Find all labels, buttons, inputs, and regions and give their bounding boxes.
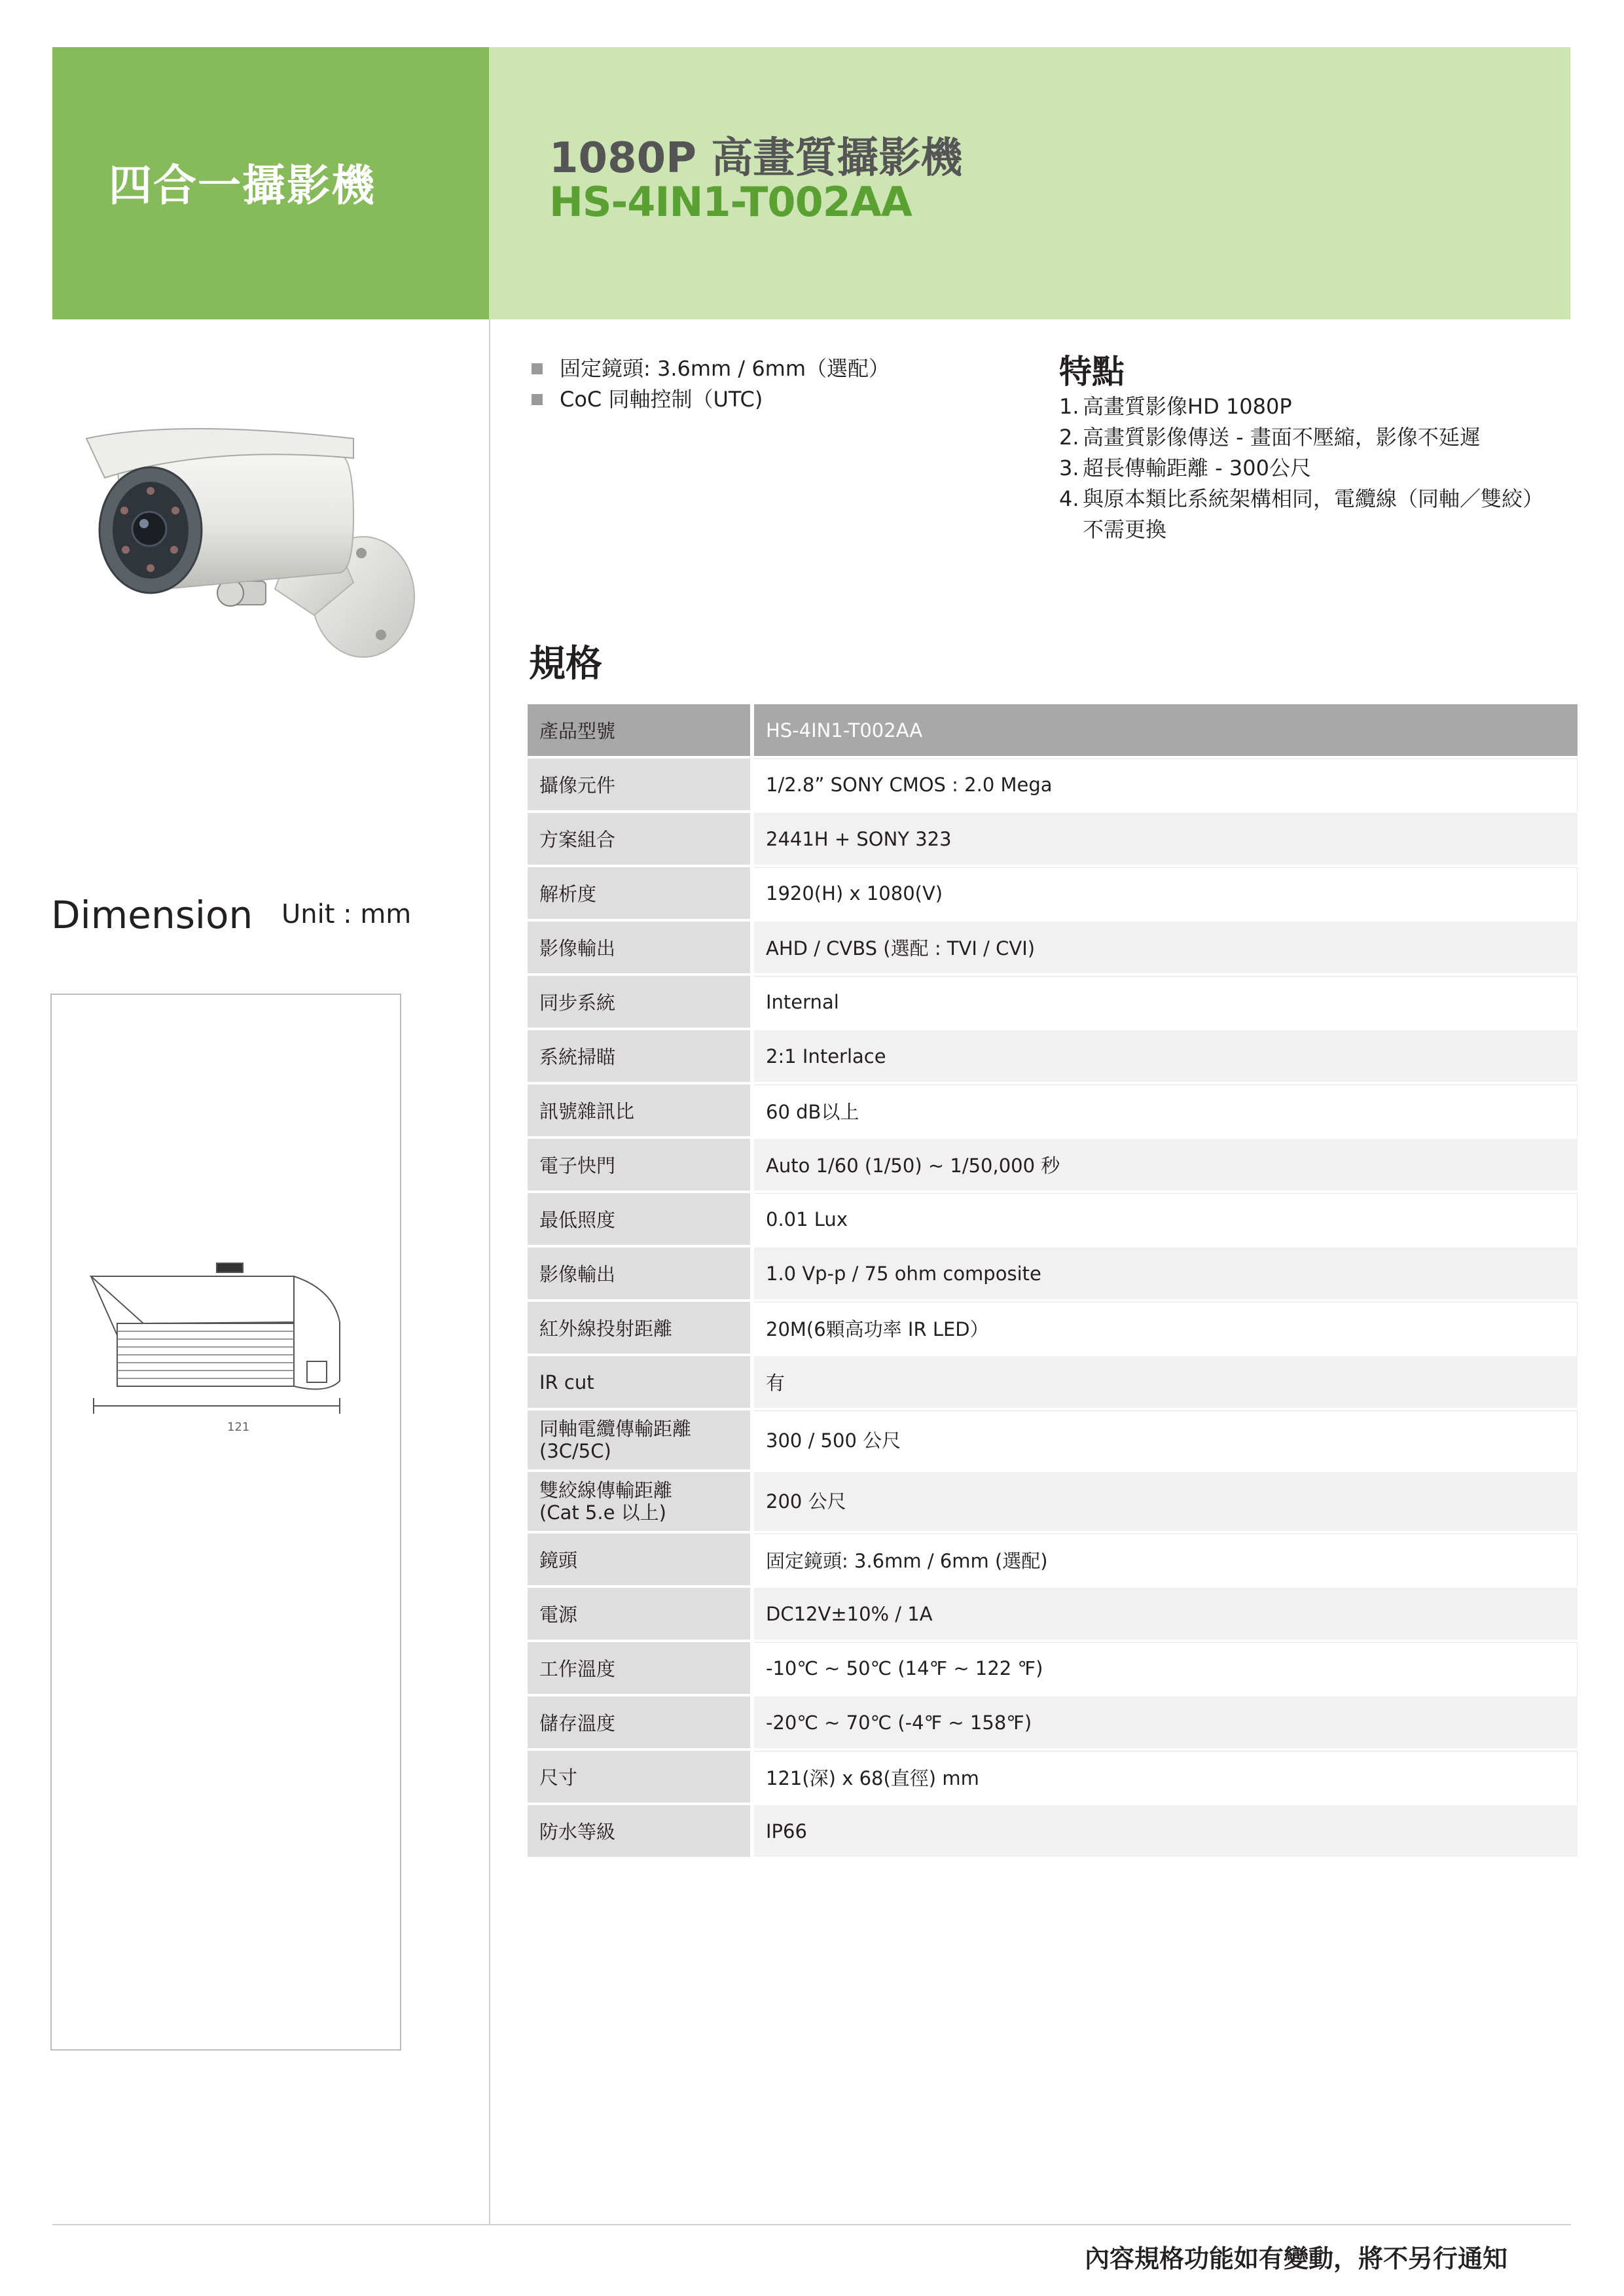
footer-note: 內容規格功能如有變動，將不另行通知 — [1084, 2244, 1507, 2273]
table-row: 電子快門 Auto 1/60 (1/50) ~ 1/50,000 秒 — [528, 1139, 1578, 1193]
table-row: 最低照度 0.01 Lux — [528, 1193, 1578, 1247]
table-row: 產品型號 HS-4IN1-T002AA — [528, 704, 1578, 759]
column-divider — [489, 319, 490, 2225]
features-title: 特點 — [1059, 353, 1125, 391]
key-specs-list — [532, 353, 890, 415]
table-row: 紅外線投射距離 20M(6顆高功率 IR LED） — [528, 1302, 1578, 1356]
specs-title: 規格 — [529, 643, 602, 685]
table-row: 方案組合 2441H + SONY 323 — [528, 813, 1578, 867]
category-title: 四合一攝影機 — [109, 160, 376, 211]
bullet-square-icon — [532, 363, 543, 374]
product-model: HS-4IN1-T002AA — [549, 178, 912, 226]
footer-divider — [52, 2224, 1571, 2225]
unit-label: Unit : mm — [281, 899, 412, 929]
product-title: 1080P 高畫質攝影機 — [549, 134, 963, 183]
dimension-drawing-box — [50, 994, 401, 2051]
features-list — [1059, 391, 1557, 545]
table-row: 系統掃瞄 2:1 Interlace — [528, 1030, 1578, 1085]
dimension-drawing — [78, 1250, 379, 1446]
table-row: 工作溫度 -10℃ ~ 50℃ (14℉ ~ 122 ℉) — [528, 1642, 1578, 1696]
table-row: 訊號雜訊比 60 dB以上 — [528, 1085, 1578, 1139]
table-row: 影像輸出 AHD / CVBS (選配 : TVI / CVI) — [528, 922, 1578, 976]
key-spec-item: CoC 同軸控制（UTC) — [532, 384, 890, 415]
specs-table — [528, 704, 1578, 1859]
feature-item: 1. 高畫質影像HD 1080P — [1059, 394, 1292, 419]
feature-item: 3. 超長傳輸距離 - 300公尺 — [1059, 456, 1311, 480]
table-row: 解析度 1920(H) x 1080(V) — [528, 867, 1578, 922]
table-row: 防水等級 IP66 — [528, 1805, 1578, 1859]
header-category-panel — [52, 47, 489, 319]
table-row: 同軸電纜傳輸距離 (3C/5C) 300 / 500 公尺 — [528, 1410, 1578, 1472]
key-spec-item: 固定鏡頭: 3.6mm / 6mm（選配） — [532, 353, 890, 384]
table-row: 尺寸 121(深) x 68(直徑) mm — [528, 1751, 1578, 1805]
table-row: 儲存溫度 -20℃ ~ 70℃ (-4℉ ~ 158℉) — [528, 1696, 1578, 1751]
table-row: 影像輸出 1.0 Vp-p / 75 ohm composite — [528, 1247, 1578, 1302]
table-row: IR cut 有 — [528, 1356, 1578, 1410]
table-row: 攝像元件 1/2.8” SONY CMOS : 2.0 Mega — [528, 759, 1578, 813]
table-row: 鏡頭 固定鏡頭: 3.6mm / 6mm (選配) — [528, 1534, 1578, 1588]
dimension-label: Dimension — [51, 893, 253, 937]
dimension-depth-value: 121 — [227, 1420, 250, 1434]
feature-item: 2. 高畫質影像傳送 - 畫面不壓縮，影像不延遲 — [1059, 425, 1481, 450]
table-row: 同步系統 Internal — [528, 976, 1578, 1030]
bullet-square-icon — [532, 394, 543, 405]
camera-photo — [79, 419, 445, 668]
table-row: 電源 DC12V±10% / 1A — [528, 1588, 1578, 1642]
feature-item: 4. 與原本類比系統架構相同，電纜線（同軸／雙絞）不需更換 — [1059, 486, 1544, 542]
table-row: 雙絞線傳輸距離 (Cat 5.e 以上) 200 公尺 — [528, 1472, 1578, 1534]
header-product-panel — [489, 47, 1570, 319]
